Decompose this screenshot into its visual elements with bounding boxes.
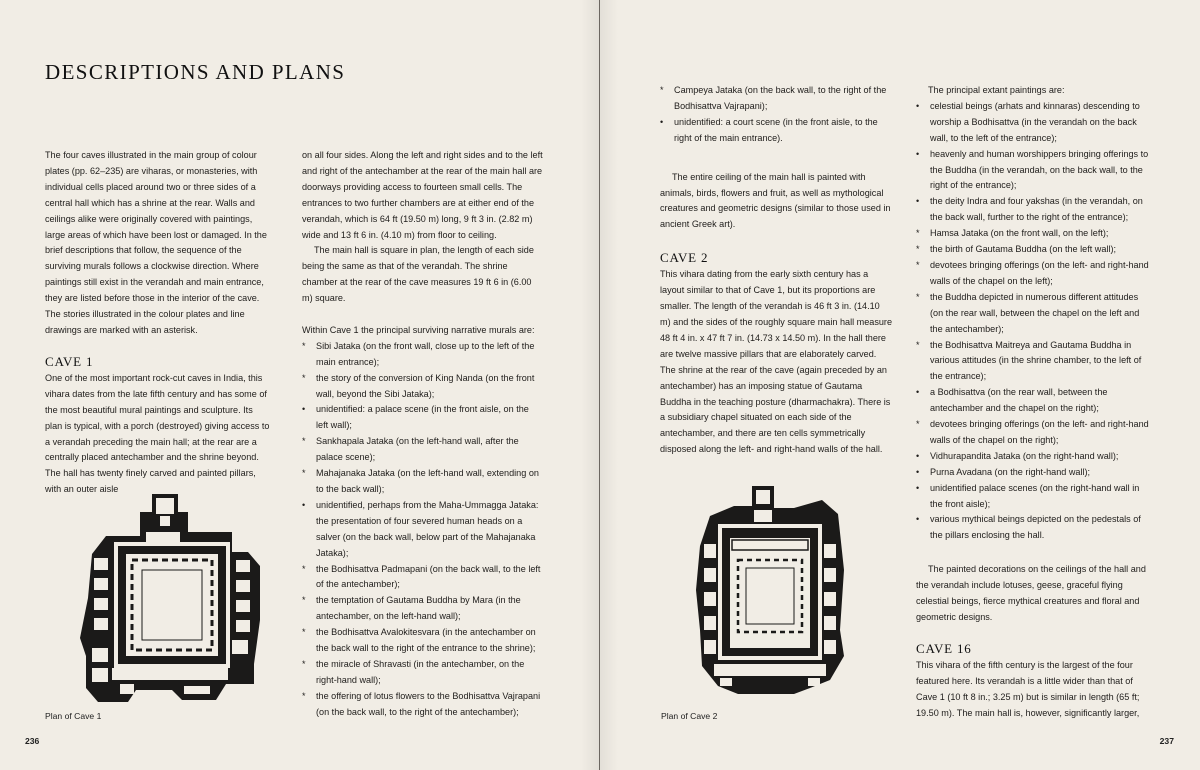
cave-2-heading: CAVE 2 xyxy=(660,250,709,266)
list-item: * the Bodhisattva Padmapani (on the back wall, to the left of the antechamber); xyxy=(302,562,543,594)
list-item: * the Bodhisattva Avalokitesvara (in the antechamber on the back wall to the right of the entrance to the shrine); xyxy=(302,625,543,657)
ceiling-decoration-paragraph: The painted decorations on the ceilings of the hall and the verandah include lotuses, geese, graceful flying celestial beings, fierce mythical creatures and floral and geometric designs. xyxy=(916,564,1146,622)
list-item: • unidentified: a court scene (in the front aisle, to the right of the main entrance). xyxy=(660,115,892,147)
cave-16-heading: CAVE 16 xyxy=(916,640,972,656)
list-item: * Sankhapala Jataka (on the left-hand wall, after the palace scene); xyxy=(302,434,543,466)
page-title: DESCRIPTIONS AND PLANS xyxy=(45,60,346,84)
list-item: * devotees bringing offerings (on the left- and right-hand walls of the chapel on the left); xyxy=(916,258,1150,290)
right-column-2 xyxy=(916,83,1150,722)
cave-1-layout-paragraph: on all four sides. Along the left and right sides and to the left and right of the antechamber at the rear of the main hall are doorways providing access to fourteen small cells. The entrances to two further chambers are at either end of the verandah, which is 64 ft (19.50 m) long, 9 ft 3 in. (2.82 m) wide and 13 ft 6 in. (4.10 m) from floor to ceiling. xyxy=(302,150,543,240)
right-column-1 xyxy=(660,83,892,458)
list-item: * the temptation of Gautama Buddha by Mara (in the antechamber, on the left-hand wall); xyxy=(302,593,543,625)
cave-2-paragraph: This vihara dating from the early sixth century has a layout similar to that of Cave 1, but its proportions are smaller. The length of the verandah is 46 ft 3 in. (14.10 m) and the sides of the roughly square main hall measure 48 ft 4 in. x 47 ft 7 in. (14.73 x 14.50 m). In the hall there are twelve massive pillars that are elaborately carved. The shrine at the rear of the cave (again preceded by an antechamber) has an imposing statue of Gautama Buddha in the teaching posture (dharmachakra). There is a subsidiary chapel situated on each side of the antechamber, and there are ten cells symmetrically disposed along the left- and right-hand walls of the hall. xyxy=(660,269,893,455)
list-item: • unidentified: a palace scene (in the front aisle, on the left wall); xyxy=(302,402,543,434)
list-item: * Mahajanaka Jataka (on the left-hand wall, extending on to the back wall); xyxy=(302,466,543,498)
list-item: * the story of the conversion of King Nanda (on the front wall, beyond the Sibi Jataka); xyxy=(302,371,543,403)
cave-2-plan-drawing xyxy=(690,480,850,702)
cave-1-murals-list xyxy=(302,339,543,721)
list-item: * the offering of lotus flowers to the Bodhisattva Vajrapani (on the back wall, to the right of the antechamber); xyxy=(302,689,543,721)
list-item: * the birth of Gautama Buddha (on the left wall); xyxy=(916,242,1150,258)
list-item: • Purna Avadana (on the right-hand wall); xyxy=(916,465,1150,481)
cave-1-murals-intro: Within Cave 1 the principal surviving narrative murals are: xyxy=(302,324,535,335)
list-item: • unidentified, perhaps from the Maha-Ummagga Jataka: the presentation of four severed human heads on a salver (on the back wall, below part of the Mahajanaka Jataka); xyxy=(302,498,543,562)
list-item: • various mythical beings depicted on the pedestals of the pillars enclosing the hall. xyxy=(916,512,1150,544)
list-item: * Campeya Jataka (on the back wall, to the right of the Bodhisattva Vajrapani); xyxy=(660,83,892,115)
left-column-2 xyxy=(302,148,543,721)
cave-1-plan-drawing xyxy=(76,488,266,710)
list-item: * the Bodhisattva Maitreya and Gautama Buddha in various attitudes (in the shrine chamber, to the left of the entrance); xyxy=(916,338,1150,386)
cave-2-plan-caption: Plan of Cave 2 xyxy=(661,711,718,721)
cave-2-paintings-list xyxy=(916,99,1150,544)
list-item: • Vidhurapandita Jataka (on the right-hand wall); xyxy=(916,449,1150,465)
list-item: * devotees bringing offerings (on the left- and right-hand walls of the chapel on the right); xyxy=(916,417,1150,449)
cave-1-murals-list-continued xyxy=(660,83,892,147)
list-item: • a Bodhisattva (on the rear wall, between the antechamber and the chapel on the right); xyxy=(916,385,1150,417)
list-item: • celestial beings (arhats and kinnaras) descending to worship a Bodhisattva (in the verandah on the back wall, to the left of the entrance); xyxy=(916,99,1150,147)
list-item: • unidentified palace scenes (on the right-hand wall in the front aisle); xyxy=(916,481,1150,513)
page-number-right: 237 xyxy=(1159,736,1174,746)
list-item: • heavenly and human worshippers bringing offerings to the Buddha (in the verandah, on the back wall, to the right of the entrance); xyxy=(916,147,1150,195)
list-item: • the deity Indra and four yakshas (in the verandah, on the back wall, further to the right of the entrance); xyxy=(916,194,1150,226)
cave-1-hall-paragraph: The main hall is square in plan, the length of each side being the same as that of the verandah. The shrine chamber at the rear of the cave measures 19 ft 6 in (6.00 m) square. xyxy=(302,245,534,304)
cave-1-paragraph: One of the most important rock-cut caves in India, this vihara dates from the late fifth century and has some of the most beautiful mural paintings and sculpture. Its plan is typical, with a porch (destroyed) giving access to a verandah preceding the main hall; at the rear are a centrally placed antechamber and the shrine beyond. The hall has twenty finely carved and painted pillars, with an outer aisle xyxy=(45,372,270,495)
list-item: * the Buddha depicted in numerous different attitudes (on the rear wall, between the chapel on the left and the antechamber); xyxy=(916,290,1150,338)
cave-1-plan-caption: Plan of Cave 1 xyxy=(45,711,102,721)
list-item: * the miracle of Shravasti (in the antechamber, on the right-hand wall); xyxy=(302,657,543,689)
cave-1-heading: CAVE 1 xyxy=(45,353,94,369)
left-column-1 xyxy=(45,148,270,498)
ceiling-paragraph: The entire ceiling of the main hall is painted with animals, birds, flowers and fruit, as well as mythological creatures and geometric designs (similar to those used in ancient Greek art). xyxy=(660,171,891,230)
list-item: * Hamsa Jataka (on the front wall, on the left); xyxy=(916,226,1150,242)
left-page xyxy=(0,0,599,770)
right-page xyxy=(600,0,1200,770)
intro-paragraph: The four caves illustrated in the main group of colour plates (pp. 62–235) are viharas, or monasteries, with individual cells placed around two or three sides of a central hall which has a shrine at the rear. Walls and ceilings alike were originally covered with paintings, large areas of which have been lost or damaged. In the brief descriptions that follow, the sequence of the surviving murals follows a clockwise direction. Where paintings still exist in the verandah and main entrance, they are listed before those in the interior of the cave. The stories illustrated in the colour plates and line drawings are marked with an asterisk. xyxy=(45,150,267,335)
page-number-left: 236 xyxy=(25,736,40,746)
cave-2-paintings-intro: The principal extant paintings are: xyxy=(928,85,1065,95)
list-item: * Sibi Jataka (on the front wall, close up to the left of the main entrance); xyxy=(302,339,543,371)
cave-16-paragraph: This vihara of the fifth century is the largest of the four featured here. Its verandah is a little wider than that of Cave 1 (10 ft 8 in.; 3.25 m) but is similar in length (65 ft; 19.50 m). The main hall is, however, significantly larger, xyxy=(916,659,1140,718)
